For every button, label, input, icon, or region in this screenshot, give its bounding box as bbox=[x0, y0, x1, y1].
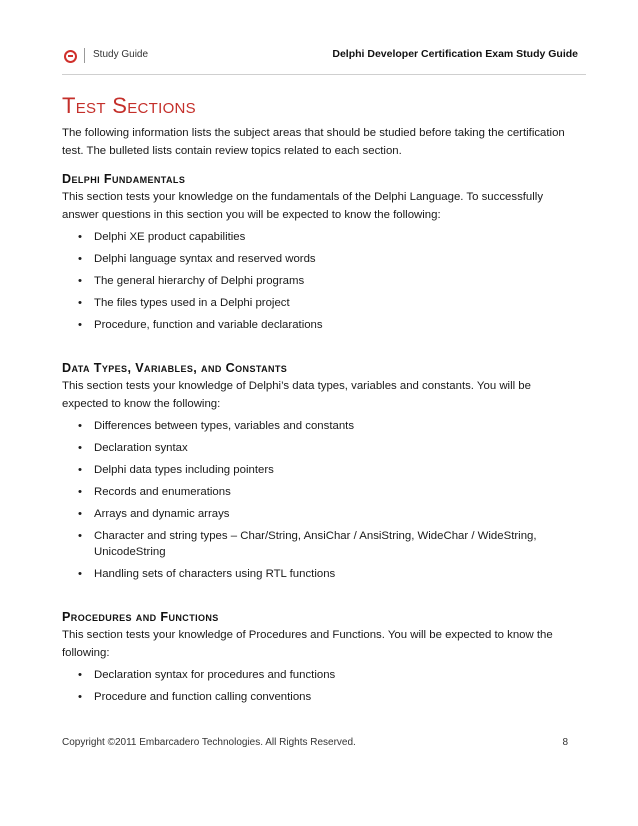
list-item: • Delphi XE product capabilities bbox=[78, 229, 578, 245]
header-document-title: Delphi Developer Certification Exam Study Guide bbox=[332, 48, 578, 60]
list-item: • Procedure, function and variable declarations bbox=[78, 317, 578, 333]
list-item: • Procedure and function calling conventions bbox=[78, 689, 578, 705]
header-rule bbox=[62, 74, 586, 75]
section-text-procedures: This section tests your knowledge of Procedures and Functions. You will be expected to know the following: bbox=[62, 629, 553, 659]
list-item: • Differences between types, variables and constants bbox=[78, 418, 578, 434]
section-list-procedures bbox=[62, 667, 578, 705]
list-item: • Declaration syntax bbox=[78, 440, 578, 456]
section-heading-procedures: Procedures and Functions bbox=[62, 610, 219, 624]
section-heading-data-types: Data Types, Variables, and Constants bbox=[62, 361, 288, 375]
page-number: 8 bbox=[562, 737, 568, 748]
list-item: • Arrays and dynamic arrays bbox=[78, 506, 578, 522]
section-list-fundamentals bbox=[62, 229, 578, 333]
header-divider bbox=[84, 48, 85, 63]
list-item: • Handling sets of characters using RTL functions bbox=[78, 566, 578, 582]
embarcadero-logo-icon bbox=[64, 50, 77, 63]
section-text-fundamentals: This section tests your knowledge on the fundamentals of the Delphi Language. To successfully answer questions in this section you will be expected to know the following: bbox=[62, 191, 544, 221]
page-title: Test Sections bbox=[62, 93, 196, 118]
page-content bbox=[62, 92, 578, 711]
page-footer bbox=[62, 737, 578, 748]
page-header bbox=[62, 44, 578, 68]
intro-paragraph: The following information lists the subject areas that should be studied before taking the certification test. The bulleted lists contain review topics related to each section. bbox=[62, 127, 565, 157]
section-list-data-types bbox=[62, 418, 578, 582]
list-item: • Delphi language syntax and reserved words bbox=[78, 251, 578, 267]
footer-copyright: Copyright ©2011 Embarcadero Technologies. All Rights Reserved. bbox=[62, 737, 356, 748]
header-left-label: Study Guide bbox=[93, 49, 149, 60]
list-item: • Declaration syntax for procedures and functions bbox=[78, 667, 578, 683]
list-item: • Records and enumerations bbox=[78, 484, 578, 500]
list-item: • Character and string types – Char/String, AnsiChar / AnsiString, WideChar / WideString, UnicodeString bbox=[78, 528, 578, 560]
section-heading-fundamentals: Delphi Fundamentals bbox=[62, 172, 186, 186]
list-item: • The general hierarchy of Delphi programs bbox=[78, 273, 578, 289]
list-item: • Delphi data types including pointers bbox=[78, 462, 578, 478]
list-item: • The files types used in a Delphi project bbox=[78, 295, 578, 311]
section-text-data-types: This section tests your knowledge of Delphi’s data types, variables and constants. You will be expected to know the following: bbox=[62, 380, 531, 410]
